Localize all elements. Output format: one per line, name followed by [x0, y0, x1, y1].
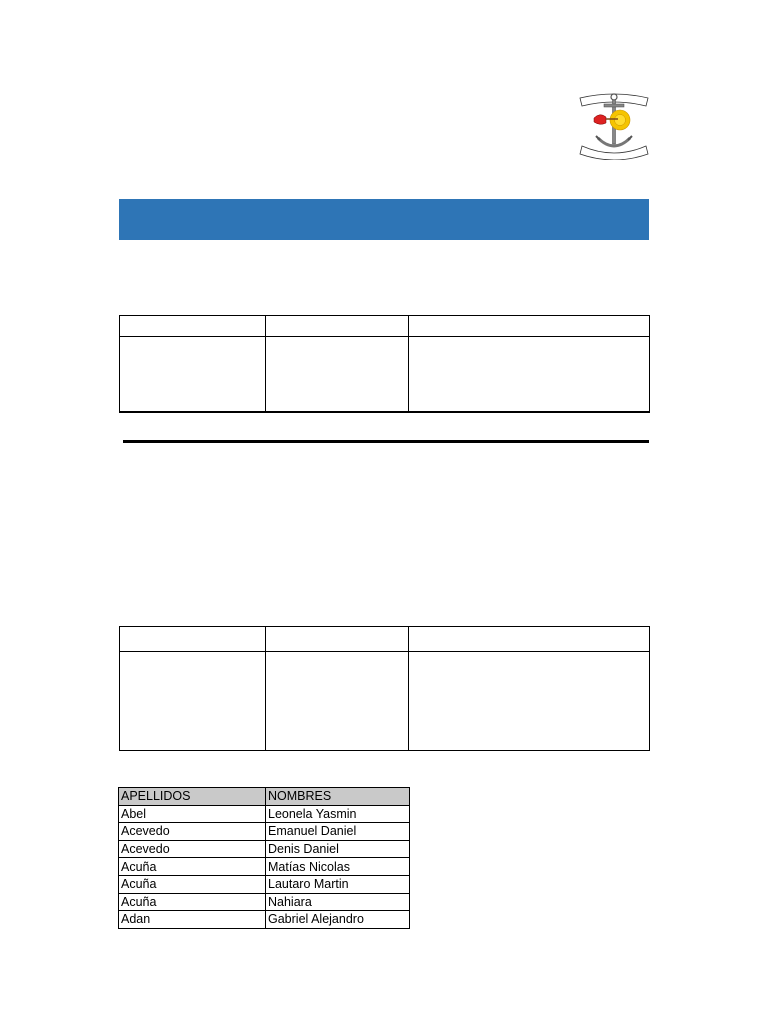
navy-anchor-emblem-icon	[576, 88, 652, 160]
students-header-row	[119, 788, 410, 806]
section-divider	[123, 440, 649, 443]
nombre-cell: Emanuel Daniel	[266, 823, 410, 841]
info-table-2	[119, 626, 650, 751]
table-row	[119, 805, 410, 823]
header-apellidos: APELLIDOS	[119, 788, 266, 806]
table-cell	[409, 627, 650, 652]
table-row	[119, 823, 410, 841]
nombre-cell: Nahiara	[266, 893, 410, 911]
nombre-cell: Matías Nicolas	[266, 858, 410, 876]
table-cell	[266, 652, 409, 751]
nombre-cell: Leonela Yasmin	[266, 805, 410, 823]
table-row	[119, 911, 410, 929]
table-cell	[266, 627, 409, 652]
apellido-cell: Adan	[119, 911, 266, 929]
table-row	[120, 652, 650, 751]
table-cell	[409, 652, 650, 751]
apellido-cell: Acuña	[119, 858, 266, 876]
header-nombres: NOMBRES	[266, 788, 410, 806]
apellido-cell: Abel	[119, 805, 266, 823]
table-cell	[120, 316, 266, 337]
table-header-row	[120, 316, 650, 337]
table-cell	[120, 652, 266, 751]
table-row	[120, 337, 650, 413]
table-header-row	[120, 627, 650, 652]
table-cell	[409, 337, 650, 413]
nombre-cell: Lautaro Martin	[266, 875, 410, 893]
navy-emblem-logo	[576, 88, 652, 160]
table-cell	[120, 627, 266, 652]
info-table-1	[119, 315, 650, 413]
table-cell	[266, 316, 409, 337]
apellido-cell: Acevedo	[119, 823, 266, 841]
table-row	[119, 875, 410, 893]
apellido-cell: Acuña	[119, 875, 266, 893]
apellido-cell: Acevedo	[119, 840, 266, 858]
table-cell	[409, 316, 650, 337]
apellido-cell: Acuña	[119, 893, 266, 911]
table-row	[119, 893, 410, 911]
nombre-cell: Denis Daniel	[266, 840, 410, 858]
students-table	[118, 787, 410, 929]
table-cell	[120, 337, 266, 413]
table-cell	[266, 337, 409, 413]
nombre-cell: Gabriel Alejandro	[266, 911, 410, 929]
table-row	[119, 858, 410, 876]
table-row	[119, 840, 410, 858]
title-banner	[119, 199, 649, 240]
